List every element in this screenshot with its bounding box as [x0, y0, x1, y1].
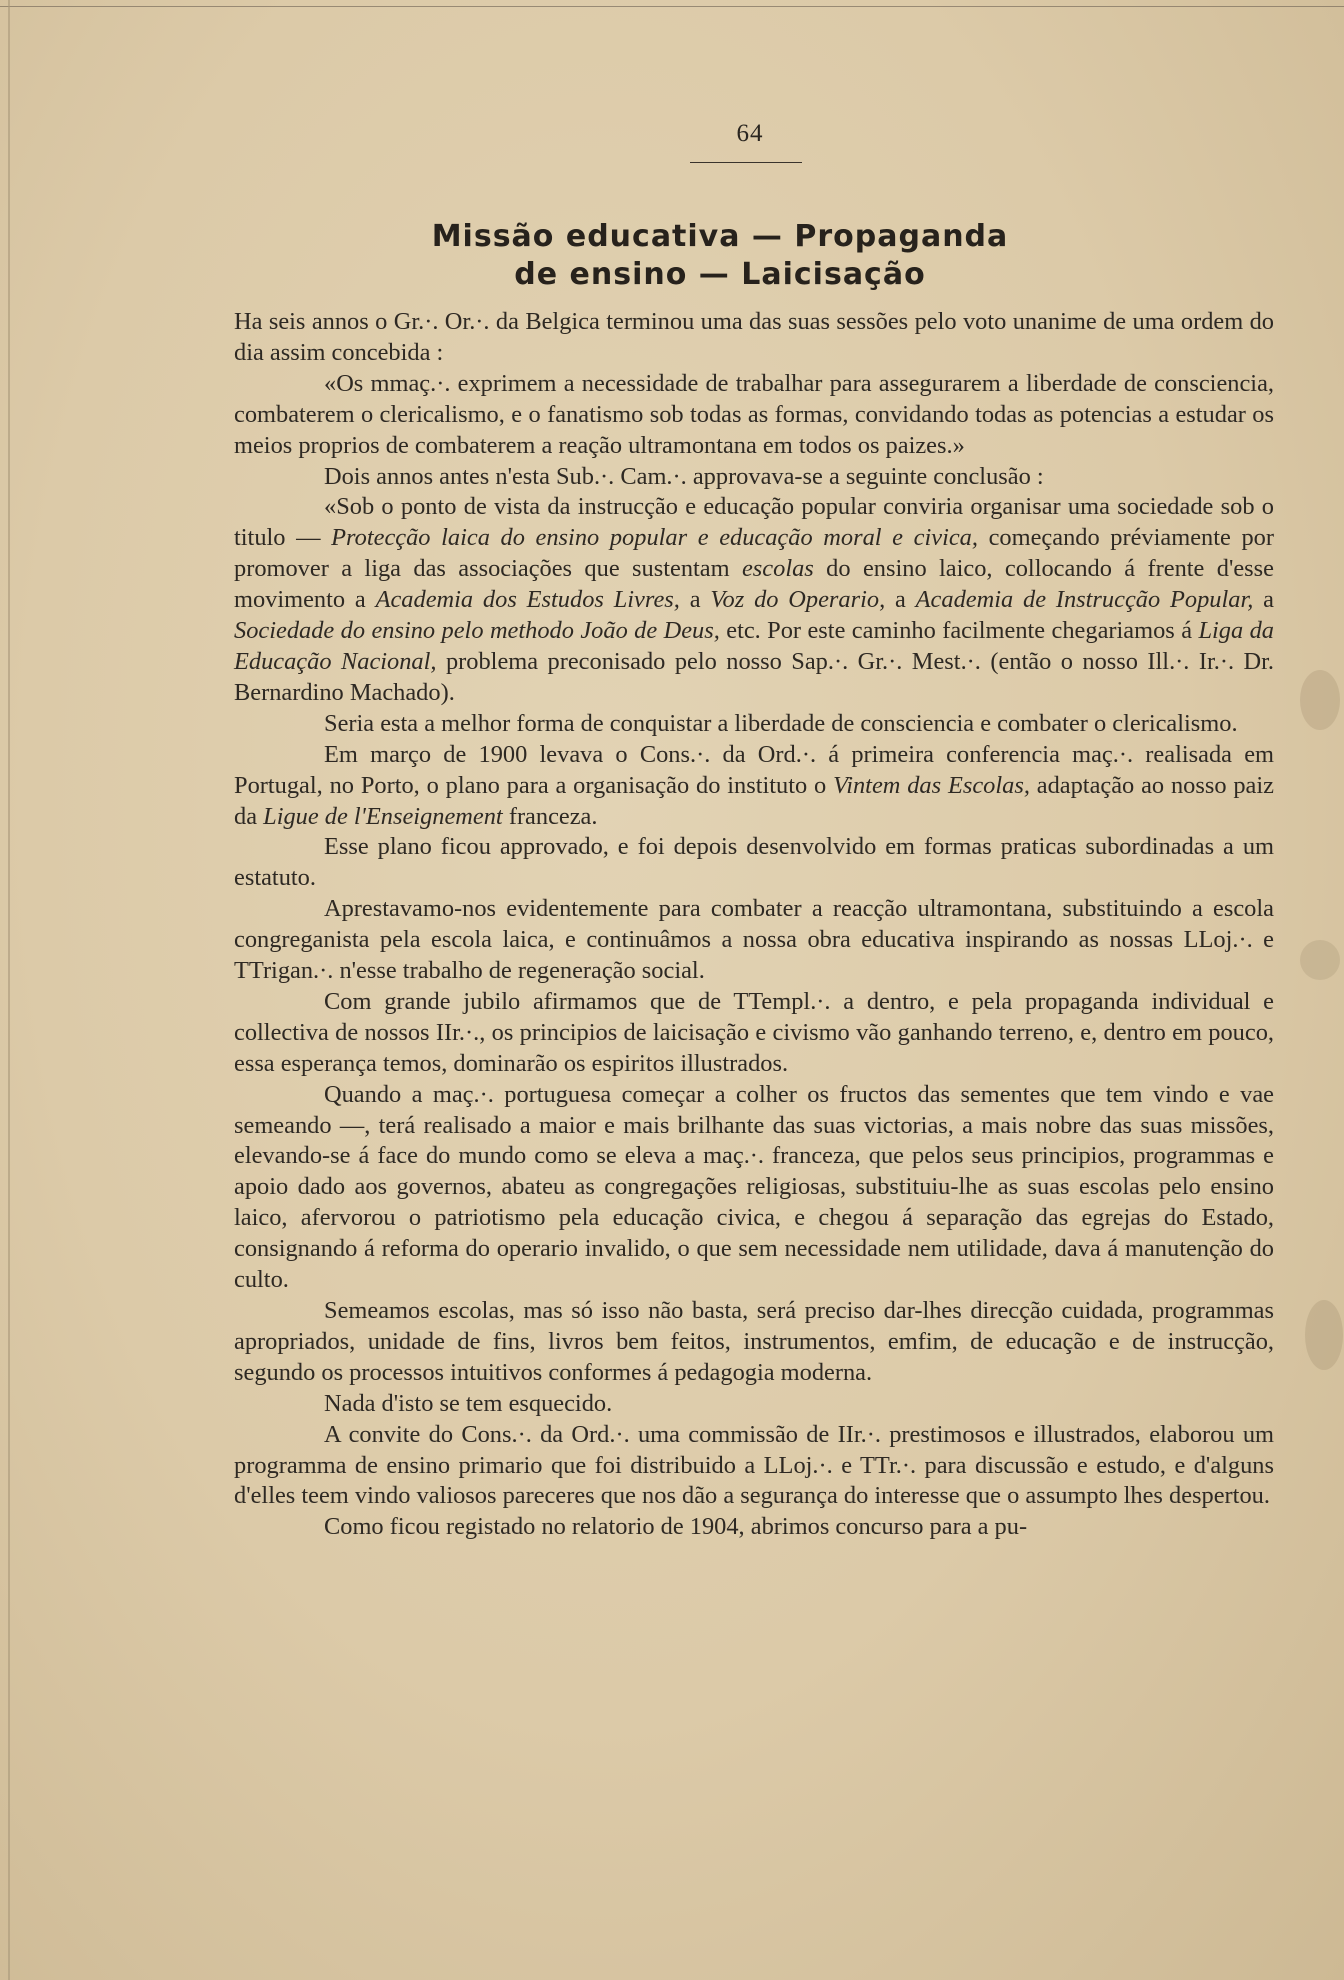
italic-phrase: Academia dos Estudos Livres, — [375, 586, 680, 614]
section-title — [330, 218, 1110, 294]
text-run: adaptação ao nosso paiz da — [234, 771, 1274, 830]
page-number-rule — [690, 162, 802, 163]
paragraph: «Os mmaç.·. exprimem a necessidade de trabalhar para assegurarem a liberdade de consciencia, combaterem o clericalismo, e o fanatismo sob todas as formas, convidando todas as potencias a estudar os meios proprios de combaterem a reação ultramontana em todos os paizes.» — [234, 369, 1274, 459]
body-text — [234, 307, 1274, 1543]
italic-phrase: escolas — [741, 555, 814, 583]
paragraph: Nada d'isto se tem esquecido. — [324, 1389, 613, 1417]
paragraph: Seria esta a melhor forma de conquistar a liberdade de consciencia e combater o clericalismo. — [324, 709, 1238, 737]
text-run: franceza. — [502, 802, 598, 830]
italic-phrase: Liga da Educação Nacional, — [234, 617, 1274, 675]
text-run: etc. Por este caminho facilmente chegariamos á — [719, 617, 1199, 645]
paper-stain — [1305, 1300, 1343, 1370]
paragraph: A convite do Cons.·. da Ord.·. uma commissão de IIr.·. prestimosos e illustrados, elaborou um programma de ensino primario que foi distribuido a LLoj.·. e TTr.·. para discussão e estudo, e d'alguns d'elles teem vindo valiosos pareceres que nos dão a segurança do interesse que o assumpto lhes despertou. — [234, 1420, 1274, 1510]
text-run: Em março de 1900 levava o Cons.·. da Ord.·. á primeira conferencia maç.·. realisada em Portugal, no Porto, o plano para a organisação do instituto o — [234, 740, 1274, 799]
text-run: a — [679, 586, 711, 614]
paragraph — [234, 740, 1274, 833]
paragraph: Quando a maç.·. portuguesa começar a colher os fructos das sementes que tem vindo e vae semeando —, terá realisado a maior e mais brilhante das suas victorias, a mais nobre das suas missões, elevando-se á face do mundo como se eleva a maç.·. franceza, que pelos seus principios, programmas e apoio dado aos governos, abateu as congregações religiosas, substituiu-lhe as suas escolas pelo ensino laico, afervorou o patriotismo pela educação civica, e chegou á separação das egrejas do Estado, consignando á reforma do operario invalido, o que sem necessidade nem utilidade, dava á manutenção do culto. — [234, 1080, 1274, 1294]
page-left-edge — [8, 0, 10, 1980]
italic-phrase: Academia de Instrucção Popular, — [915, 586, 1254, 614]
paper-stain — [1300, 940, 1340, 980]
paragraph — [234, 492, 1274, 708]
page-number: 64 — [736, 120, 764, 147]
text-run: começando préviamente por promover a liga das associações que sustentam — [234, 524, 1274, 583]
text-run: problema preconisado pelo nosso Sap.·. Gr.·. Mest.·. (então o nosso Ill.·. Ir.·. Dr. Bernardino Machado). — [234, 647, 1274, 706]
italic-phrase: Voz do Operario, — [710, 586, 886, 614]
text-run: a — [1253, 586, 1274, 614]
section-title-line-1: Missão educativa — Propaganda — [431, 219, 1009, 254]
section-title-line-2: de ensino — Laicisação — [514, 257, 926, 292]
paragraph: Ha seis annos o Gr.·. Or.·. da Belgica terminou uma das suas sessões pelo voto unanime de uma ordem do dia assim concebida : — [234, 308, 1274, 366]
page-top-edge — [0, 6, 1344, 7]
paragraph: Dois annos antes n'esta Sub.·. Cam.·. approvava-se a seguinte conclusão : — [324, 462, 1044, 490]
paragraph: Como ficou registado no relatorio de 1904, abrimos concurso para a pu- — [324, 1513, 1028, 1541]
paragraph: Semeamos escolas, mas só isso não basta, será preciso dar-lhes direcção cuidada, programmas apropriados, unidade de fins, livros bem feitos, instrumentos, emfim, de educação e de instrucção, segundo os processos intuitivos conformes á pedagogia moderna. — [234, 1297, 1274, 1386]
italic-phrase: Protecção laica do ensino popular e educação moral e civica, — [331, 524, 978, 552]
text-run: do ensino laico, collocando á frente d'esse movimento a — [234, 555, 1274, 614]
text-run: «Sob o ponto de vista da instrucção e educação popular conviria organisar uma sociedade sob o titulo — — [234, 493, 1274, 552]
italic-phrase: Vintem das Escolas, — [833, 771, 1030, 799]
paragraph: Aprestavamo-nos evidentemente para combater a reacção ultramontana, substituindo a escola congreganista pela escola laica, e continuâmos a nossa obra educativa inspirando as nossas LLoj.·. e TTrigan.·. n'esse trabalho de regeneração social. — [234, 895, 1274, 985]
italic-phrase: Sociedade do ensino pelo methodo João de Deus, — [234, 617, 720, 645]
italic-phrase: Ligue de l'Enseignement — [263, 802, 503, 830]
text-run: a — [885, 586, 916, 614]
paragraph: Com grande jubilo afirmamos que de TTempl.·. a dentro, e pela propaganda individual e collectiva de nossos IIr.·., os principios de laicisação e civismo vão ganhando terreno, e, dentro em pouco, essa esperança temos, dominarão os espiritos illustrados. — [234, 987, 1274, 1077]
paper-stain — [1300, 670, 1340, 730]
paragraph: Esse plano ficou approvado, e foi depois desenvolvido em formas praticas subordinadas a um estatuto. — [234, 833, 1274, 892]
